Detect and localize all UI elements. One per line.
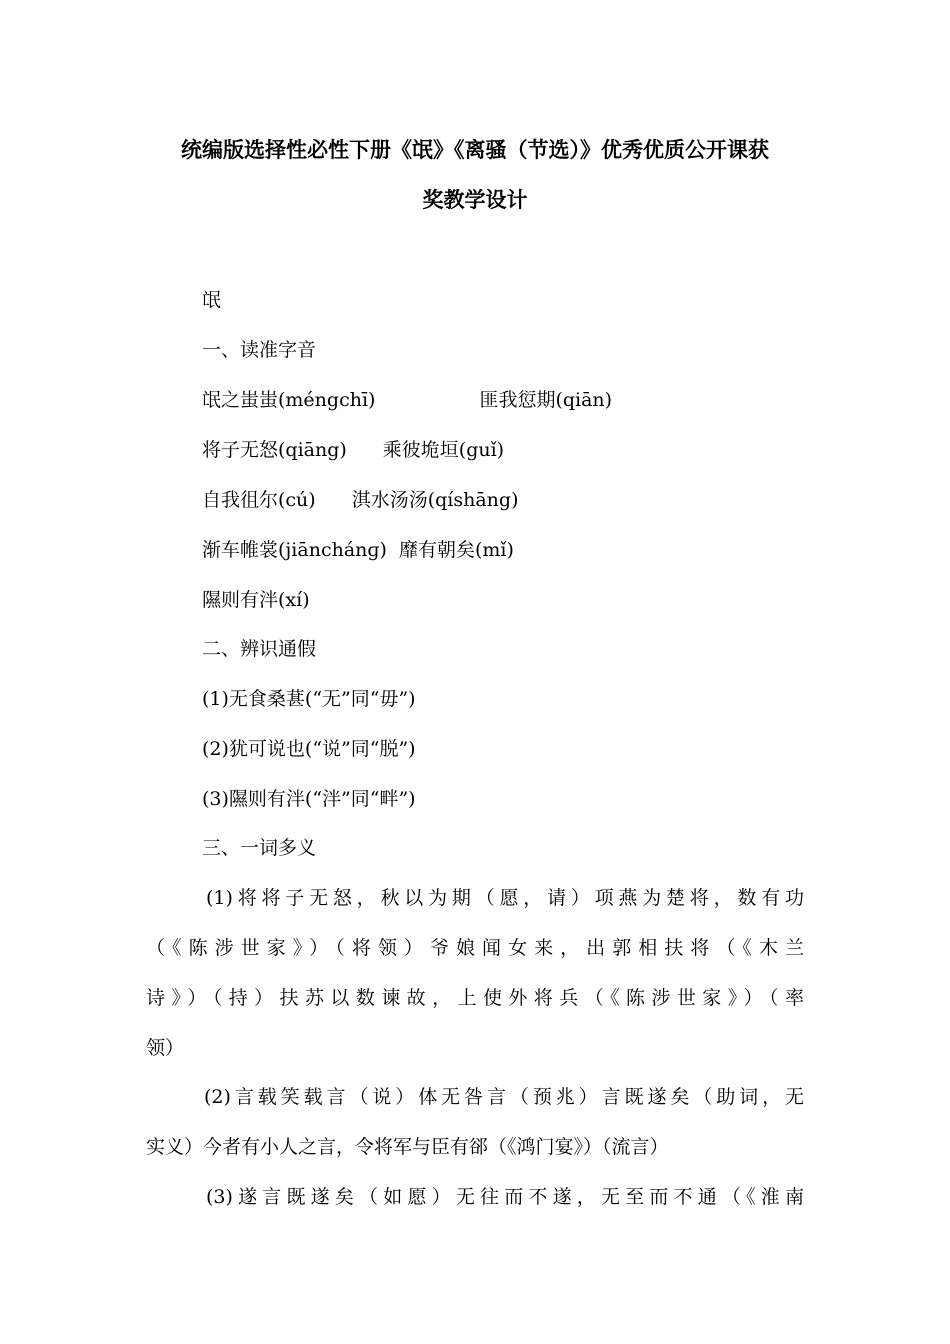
paragraph-line: (3)遂言既遂矣（如愿）无往而不遂，无至而不通（《淮南 (206, 1186, 804, 1208)
pronunciation-item: 隰则有泮(xí) (202, 589, 310, 611)
paragraph-line: 领） (146, 1037, 185, 1059)
paragraph-line: 实义）今者有小人之言，令将军与臣有郤（《鸿门宴》）（流言） (146, 1136, 669, 1158)
pronunciation-item: 渐车帷裳(jiānchánɡ) (202, 539, 387, 561)
part1-heading: 一、读准字音 (202, 339, 317, 361)
pronunciation-item: 匪我愆期(qiān) (479, 389, 613, 411)
tongjia-item: (3)隰则有泮(“泮”同“畔”) (202, 788, 416, 810)
part2-heading: 二、辨识通假 (202, 638, 317, 660)
document-title-line-2: 奖教学设计 (422, 188, 528, 212)
pronunciation-item: 淇水汤汤(qíshāng) (351, 489, 519, 511)
pronunciation-row (202, 537, 514, 563)
pronunciation-row (202, 387, 612, 413)
pronunciation-item: 乘彼垝垣(guǐ) (382, 439, 505, 461)
paragraph-line: (1)将将子无怒，秋以为期（愿，请）项燕为楚将，数有功 (206, 887, 804, 909)
tongjia-item: (2)犹可说也(“说”同“脱”) (202, 738, 416, 760)
pronunciation-row (202, 587, 310, 613)
pronunciation-item: 自我徂尔(cú) (202, 489, 316, 511)
paragraph-line: (2)言载笑载言（说）体无咎言（预兆）言既遂矣（助词，无 (204, 1086, 804, 1108)
paragraph-line: 诗》）（持）扶苏以数谏故，上使外将兵（《陈涉世家》）（率 (146, 987, 804, 1009)
pronunciation-row (202, 437, 504, 463)
part3-heading: 三、一词多义 (202, 837, 317, 859)
pronunciation-item: 氓之蚩蚩(méngchī) (202, 389, 376, 411)
document-title-line-1: 统编版选择性必性下册《氓》《离骚（节选）》优秀优质公开课获 (181, 138, 769, 162)
section-heading: 氓 (202, 289, 222, 311)
pronunciation-row (202, 487, 519, 513)
pronunciation-item: 靡有朝矣(mǐ) (398, 539, 514, 561)
pronunciation-item: 将子无怒(qiāng) (202, 439, 347, 461)
paragraph-line: （《陈涉世家》）（将领）爷娘闻女来，出郭相扶将（《木兰 (146, 937, 804, 959)
tongjia-item: (1)无食桑葚(“无”同“毋”) (202, 688, 416, 710)
